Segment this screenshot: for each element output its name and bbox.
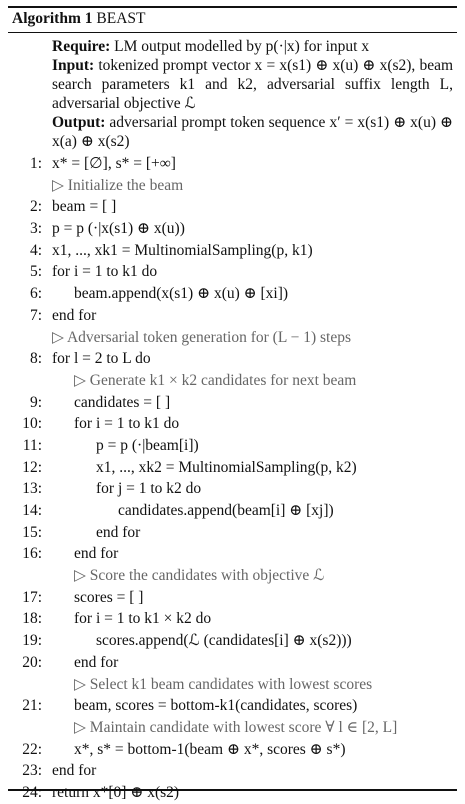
algorithm-line — [12, 196, 453, 218]
line-statement: scores = [ ] — [74, 588, 144, 606]
line-statement: for l = 2 to L do — [52, 350, 151, 368]
input-row — [12, 56, 453, 113]
algorithm-line — [12, 435, 453, 457]
output-keyword: Output: — [52, 114, 106, 131]
algorithm-line — [12, 348, 453, 370]
line-number: 18: — [22, 610, 42, 628]
algorithm-lines — [8, 151, 457, 804]
line-number: 13: — [22, 480, 42, 498]
line-statement: x1, ..., xk2 = MultinomialSampling(p, k2) — [96, 458, 357, 476]
line-statement: for i = 1 to k1 do — [52, 263, 158, 281]
line-comment: ▷ Score the candidates with objective ℒ — [74, 567, 325, 585]
line-statement: for i = 1 to k1 do — [74, 415, 180, 433]
line-statement: for j = 1 to k2 do — [96, 480, 202, 498]
line-number: 6: — [29, 285, 42, 303]
algorithm-line — [12, 305, 453, 327]
line-statement: end for — [74, 653, 119, 671]
line-statement: p = p (·|x(s1) ⊕ x(u)) — [52, 220, 185, 238]
algorithm-line — [12, 608, 453, 630]
input-text: tokenized prompt vector x = x(s1) ⊕ x(u) ⊕ x(s2), beam search parameters k1 and k2, adversarial suffix length L, adversarial objective ℒ — [52, 57, 454, 112]
line-number: 20: — [22, 653, 42, 671]
output-text: adversarial prompt token sequence x′ = x(s1) ⊕ x(u) ⊕ x(a) ⊕ x(s2) — [52, 114, 453, 150]
line-number: 8: — [29, 350, 42, 368]
line-statement: beam = [ ] — [52, 198, 117, 216]
line-statement: candidates.append(beam[i] ⊕ [xj]) — [118, 502, 334, 519]
algorithm-comment-line — [12, 565, 453, 587]
line-number: 12: — [22, 458, 42, 476]
line-number: 17: — [22, 588, 42, 606]
line-number: 22: — [22, 740, 42, 758]
algorithm-line — [12, 457, 453, 479]
line-statement: end for — [74, 545, 119, 563]
algorithm-name: BEAST — [96, 10, 146, 27]
line-number: 1: — [29, 155, 42, 172]
line-statement: x1, ..., xk1 = MultinomialSampling(p, k1) — [52, 241, 313, 259]
algorithm-line — [12, 760, 453, 782]
algorithm-header — [8, 33, 457, 151]
line-statement: return x*[0] ⊕ x(s2) — [52, 783, 180, 801]
line-number: 10: — [22, 415, 42, 433]
algorithm-line — [12, 218, 453, 240]
algorithm-line — [12, 500, 453, 522]
line-statement: end for — [52, 762, 97, 780]
line-statement: scores.append(ℒ (candidates[i] ⊕ x(s2))) — [96, 632, 352, 650]
line-statement: end for — [96, 523, 141, 541]
output-row — [12, 113, 453, 151]
line-number: 11: — [22, 436, 42, 454]
line-number: 9: — [29, 393, 42, 411]
algorithm-line — [12, 522, 453, 544]
algorithm-line — [12, 283, 453, 305]
algorithm-line — [12, 652, 453, 674]
algorithm-line — [12, 392, 453, 414]
algorithm-line — [12, 630, 453, 652]
algorithm-label: Algorithm 1 — [12, 10, 93, 27]
line-number: 5: — [29, 263, 42, 281]
line-statement: for i = 1 to k1 × k2 do — [74, 610, 212, 628]
line-comment: ▷ Select k1 beam candidates with lowest scores — [74, 675, 373, 693]
algorithm-line — [12, 153, 453, 175]
algorithm-line — [12, 587, 453, 609]
require-keyword: Require: — [52, 38, 111, 55]
line-statement: p = p (·|beam[i]) — [96, 436, 199, 454]
line-number: 16: — [22, 545, 42, 563]
line-number: 3: — [29, 220, 42, 238]
algorithm-line — [12, 413, 453, 435]
line-statement: candidates = [ ] — [74, 393, 171, 411]
line-number: 23: — [22, 762, 42, 780]
algorithm-line — [12, 478, 453, 500]
algorithm-line — [12, 261, 453, 283]
line-number: 2: — [29, 198, 42, 216]
line-statement: x* = [∅], s* = [+∞] — [52, 155, 176, 172]
line-number: 14: — [22, 502, 42, 519]
algorithm-comment-line — [12, 327, 453, 349]
line-statement: end for — [52, 306, 97, 324]
algorithm-line — [12, 543, 453, 565]
algorithm-comment-line — [12, 370, 453, 392]
line-number: 15: — [22, 523, 42, 541]
algorithm-box — [8, 6, 457, 801]
line-number: 21: — [22, 697, 42, 715]
line-number: 4: — [29, 241, 42, 259]
line-comment: ▷ Adversarial token generation for (L − 1) steps — [52, 328, 351, 346]
algorithm-line — [12, 782, 453, 804]
require-row — [12, 37, 453, 56]
algorithm-line — [12, 739, 453, 761]
algorithm-comment-line — [12, 717, 453, 739]
line-statement: beam, scores = bottom-k1(candidates, scores) — [74, 697, 358, 715]
line-number: 19: — [22, 632, 42, 650]
line-number: 7: — [29, 306, 42, 324]
algorithm-line — [12, 240, 453, 262]
line-comment: ▷ Maintain candidate with lowest score ∀ l ∈ [2, L] — [74, 718, 398, 736]
algorithm-comment-line — [12, 674, 453, 696]
require-text: LM output modelled by p(·|x) for input x — [114, 38, 370, 55]
line-comment: ▷ Generate k1 × k2 candidates for next beam — [74, 371, 357, 389]
algorithm-line — [12, 695, 453, 717]
algorithm-title — [8, 8, 457, 33]
input-keyword: Input: — [52, 57, 95, 74]
line-statement: beam.append(x(s1) ⊕ x(u) ⊕ [xi]) — [74, 285, 289, 303]
line-comment: ▷ Initialize the beam — [52, 176, 184, 194]
algorithm-comment-line — [12, 175, 453, 197]
line-statement: x*, s* = bottom-1(beam ⊕ x*, scores ⊕ s*) — [74, 740, 346, 758]
line-number: 24: — [22, 783, 42, 801]
